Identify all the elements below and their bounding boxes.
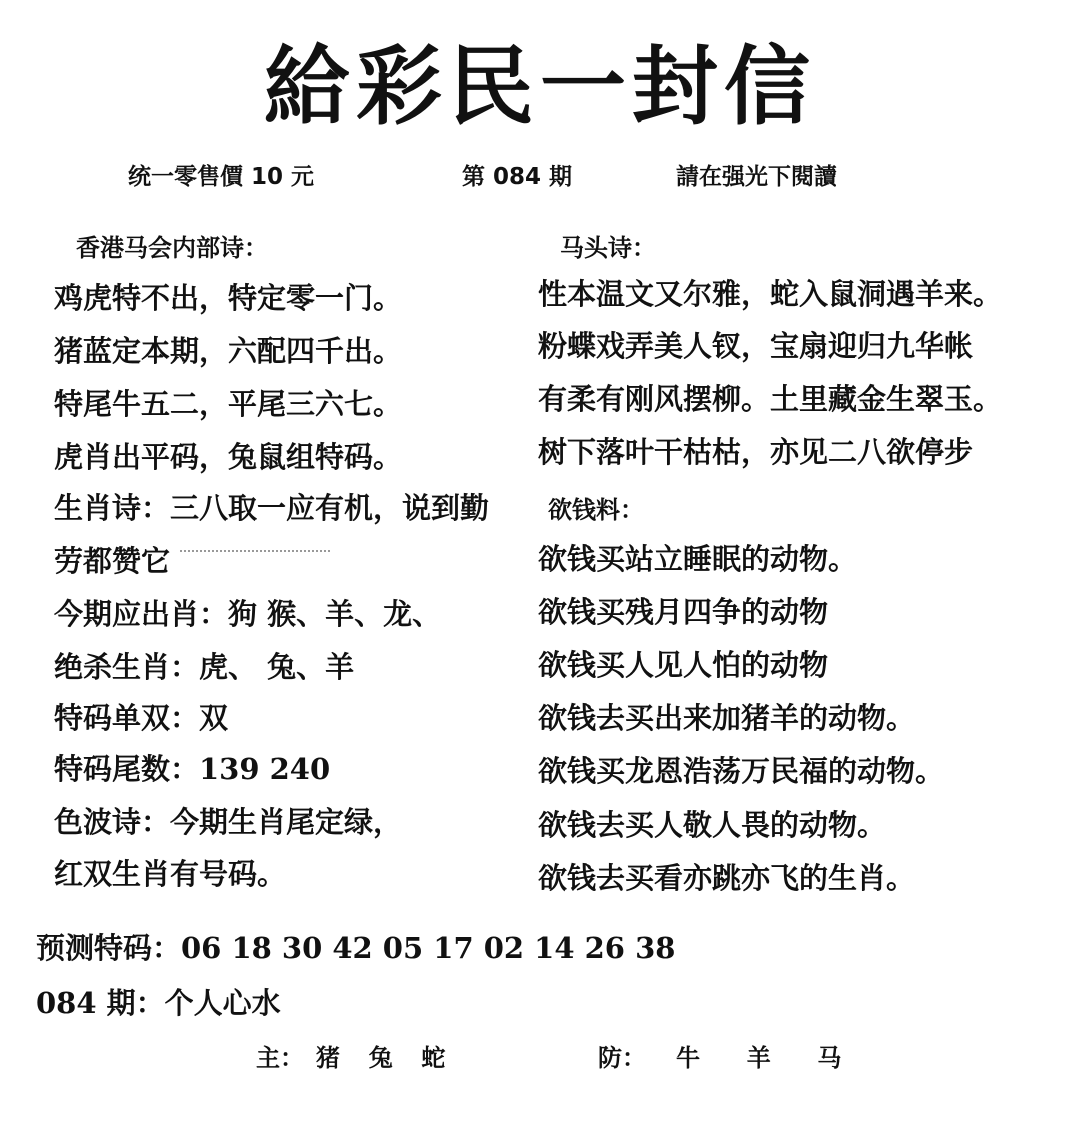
right-heading: 马头诗： xyxy=(560,233,656,262)
left-line: 特码单双：双 xyxy=(54,701,229,735)
left-line: 绝杀生肖：虎、 兔、羊 xyxy=(54,650,355,684)
left-line: 特尾牛五二，平尾三六七。 xyxy=(54,387,403,421)
right-line: 性本温文又尔雅，蛇入鼠洞遇羊来。 xyxy=(538,277,1003,311)
left-line: 色波诗：今期生肖尾定绿， xyxy=(54,805,403,839)
left-line: 生肖诗：三八取一应有机，说到勤 xyxy=(54,491,490,525)
reading-notice: 請在强光下閱讀 xyxy=(676,164,837,190)
right-line: 欲钱去买出来加猪羊的动物。 xyxy=(538,701,916,735)
right-line: 欲钱料： xyxy=(548,495,644,524)
left-line: 特码尾数：139 240 xyxy=(54,752,331,786)
main-label: 主： xyxy=(256,1043,304,1072)
main-values: 猪 兔 蛇 xyxy=(316,1043,450,1072)
left-line: 鸡虎特不出，特定零一门。 xyxy=(54,281,403,315)
left-line: 虎肖出平码，兔鼠组特码。 xyxy=(54,440,403,474)
prediction-line: 预测特码：06 18 30 42 05 17 02 14 26 38 xyxy=(36,931,676,965)
right-line: 粉蝶戏弄美人钗，宝扇迎归九华帐 xyxy=(538,329,974,363)
right-line: 树下落叶干枯枯，亦见二八欲停步 xyxy=(538,435,974,469)
page-title: 給彩民一封信 xyxy=(264,37,816,137)
right-line: 欲钱买龙恩浩荡万民福的动物。 xyxy=(538,754,945,788)
price-label: 统一零售價 10 元 xyxy=(128,164,315,190)
left-line: 劳都赞它 xyxy=(54,544,171,578)
right-line: 欲钱买站立睡眠的动物。 xyxy=(538,542,858,576)
right-line: 欲钱买人见人怕的动物 xyxy=(538,648,829,682)
guard-values: 牛 羊 马 xyxy=(676,1043,852,1072)
guard-label: 防： xyxy=(598,1043,646,1072)
left-line: 猪蓝定本期，六配四千出。 xyxy=(54,334,403,368)
issue-number: 第 084 期 xyxy=(462,164,573,190)
right-line: 欲钱去买人敬人畏的动物。 xyxy=(538,808,887,842)
personal-pick: 084 期：个人心水 xyxy=(36,986,281,1020)
right-line: 欲钱买残月四争的动物 xyxy=(538,595,829,629)
left-heading: 香港马会内部诗： xyxy=(76,233,268,262)
left-line: 今期应出肖：狗 猴、羊、龙、 xyxy=(54,597,442,631)
right-line: 有柔有刚风摆柳。土里藏金生翠玉。 xyxy=(538,382,1003,416)
right-line: 欲钱去买看亦跳亦飞的生肖。 xyxy=(538,861,916,895)
left-line: 红双生肖有号码。 xyxy=(54,857,287,891)
dotted-divider xyxy=(180,548,330,552)
